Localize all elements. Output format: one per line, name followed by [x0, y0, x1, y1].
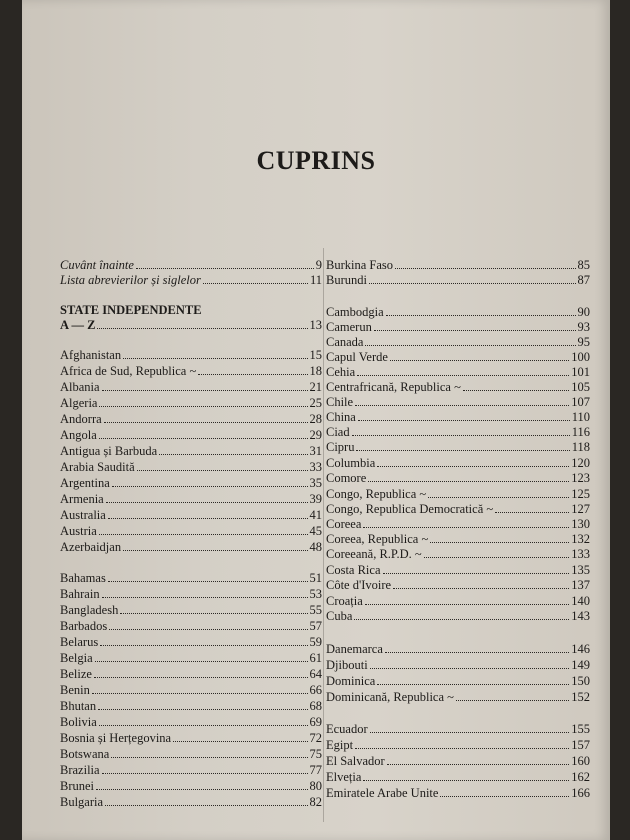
toc-entry: [60, 396, 322, 410]
toc-entry: [60, 524, 322, 538]
toc-entry-title: Australia: [60, 508, 106, 522]
dot-leader: [390, 351, 569, 361]
toc-entry: [326, 722, 590, 736]
toc-entry: [60, 731, 322, 745]
toc-entry: [60, 492, 322, 506]
dot-leader: [374, 321, 576, 331]
toc-entry-title: Coreea: [326, 517, 362, 531]
toc-page-number: 123: [571, 471, 590, 485]
toc-entry-title: Brunei: [60, 779, 95, 793]
toc-entry-title: Costa Rica: [326, 563, 381, 577]
toc-page-number: 162: [571, 770, 590, 784]
toc-entry: [60, 380, 322, 394]
page-title: CUPRINS: [256, 146, 376, 175]
dot-leader: [383, 564, 570, 574]
toc-entry-title: Camerun: [326, 320, 372, 334]
dot-leader: [463, 381, 569, 391]
dot-leader: [104, 413, 308, 423]
toc-entry-title: Bolivia: [60, 715, 97, 729]
toc-entry-title: Djibouti: [326, 658, 368, 672]
dot-leader: [198, 365, 307, 375]
toc-entry: [326, 425, 590, 439]
toc-page-number: 48: [309, 540, 322, 554]
toc-page-number: 21: [309, 380, 322, 394]
toc-entry: [60, 508, 322, 522]
toc-entry: [326, 658, 590, 672]
dot-leader: [105, 796, 307, 806]
toc-page-number: 13: [309, 318, 322, 332]
toc-entry: [326, 754, 590, 768]
toc-entry-title: Comore: [326, 471, 367, 485]
toc-entry: [60, 428, 322, 442]
toc-entry: [326, 440, 590, 454]
toc-page-number: 101: [571, 365, 590, 379]
dot-leader: [456, 691, 569, 701]
toc-page-number: 107: [571, 395, 590, 409]
dot-leader: [108, 572, 308, 582]
toc-page-number: 61: [309, 651, 322, 665]
toc-page-number: 87: [577, 273, 590, 287]
toc-entry: [60, 444, 322, 458]
toc-page-number: 132: [571, 532, 590, 546]
toc-entry: [60, 273, 322, 287]
dot-leader: [395, 259, 575, 269]
toc-entry: [326, 642, 590, 656]
toc-entry-title: Capul Verde: [326, 350, 388, 364]
toc-entry: [60, 683, 322, 697]
toc-page-number: 149: [571, 658, 590, 672]
toc-page-number: 146: [571, 642, 590, 656]
toc-entry: [326, 335, 590, 349]
toc-entry-title: Barbados: [60, 619, 108, 633]
dot-leader: [357, 366, 569, 376]
toc-entry: [60, 715, 322, 729]
dot-leader: [94, 668, 308, 678]
toc-entry: [60, 460, 322, 474]
dot-leader: [108, 509, 308, 519]
dot-leader: [98, 700, 307, 710]
dot-leader: [203, 274, 308, 284]
toc-entry: [60, 348, 322, 362]
toc-entry-title: Dominica: [326, 674, 376, 688]
dot-leader: [363, 518, 569, 528]
toc-entry-title: Austria: [60, 524, 97, 538]
toc-page-number: 118: [571, 440, 590, 454]
toc-entry-title: Centrafricană, Republica ~: [326, 380, 461, 394]
toc-entry-title: Cambodgia: [326, 305, 384, 319]
toc-entry-title: Dominicană, Republica ~: [326, 690, 454, 704]
toc-entry-title: Bhutan: [60, 699, 97, 713]
toc-entry-title: Coreea, Republica ~: [326, 532, 429, 546]
toc-entry-title: Belgia: [60, 651, 93, 665]
toc-entry-title: A — Z: [60, 318, 96, 332]
dot-leader: [370, 659, 570, 669]
dot-leader: [102, 764, 308, 774]
dot-leader: [430, 533, 569, 543]
dot-leader: [358, 411, 570, 421]
toc-page-number: 51: [309, 571, 322, 585]
toc-entry-title: Lista abrevierilor și siglelor: [60, 273, 201, 287]
toc-entry: [60, 763, 322, 777]
toc-page-number: 127: [571, 502, 590, 516]
toc-entry: [60, 795, 322, 809]
toc-entry: [326, 258, 590, 272]
toc-entry-title: Coreeană, R.P.D. ~: [326, 547, 422, 561]
toc-page-number: 155: [571, 722, 590, 736]
toc-page-number: 116: [571, 425, 590, 439]
toc-page-number: 28: [309, 412, 322, 426]
toc-entry: [326, 305, 590, 319]
toc-page-number: 45: [309, 524, 322, 538]
toc-page-number: 130: [571, 517, 590, 531]
toc-page-number: 95: [577, 335, 590, 349]
dot-leader: [370, 723, 570, 733]
toc-entry-title: Burkina Faso: [326, 258, 394, 272]
toc-entry: [326, 410, 590, 424]
toc-page-number: 35: [309, 476, 322, 490]
toc-entry-title: Antigua și Barbuda: [60, 444, 158, 458]
dot-leader: [354, 610, 569, 620]
toc-entry-title: Columbia: [326, 456, 376, 470]
toc-entry-title: Andorra: [60, 412, 102, 426]
dot-leader: [109, 620, 307, 630]
toc-entry-title: Afghanistan: [60, 348, 122, 362]
toc-page-number: 29: [309, 428, 322, 442]
dot-leader: [368, 472, 569, 482]
toc-page-number: 152: [571, 690, 590, 704]
dot-leader: [355, 396, 569, 406]
toc-entry-title: Cipru: [326, 440, 355, 454]
dot-leader: [377, 457, 569, 467]
dot-leader: [123, 541, 307, 551]
toc-page-number: 82: [309, 795, 322, 809]
toc-entry: [326, 350, 590, 364]
toc-entry-title: Ecuador: [326, 722, 368, 736]
toc-page-number: 93: [577, 320, 590, 334]
toc-entry-title: Botswana: [60, 747, 110, 761]
toc-page-number: 64: [309, 667, 322, 681]
toc-entry: [60, 619, 322, 633]
dot-leader: [137, 461, 308, 471]
toc-entry: [60, 779, 322, 793]
toc-entry: [60, 635, 322, 649]
dot-leader: [111, 748, 307, 758]
toc-entry-title: Danemarca: [326, 642, 383, 656]
dot-leader: [99, 429, 308, 439]
dot-leader: [120, 604, 307, 614]
toc-page-number: 66: [309, 683, 322, 697]
toc-entry: [60, 667, 322, 681]
toc-section-heading: STATE INDEPENDENTE: [60, 303, 202, 317]
toc-entry-title: Azerbaidjan: [60, 540, 122, 554]
toc-entry-title: Cuba: [326, 609, 353, 623]
toc-page-number: 68: [309, 699, 322, 713]
toc-entry-title: Bangladesh: [60, 603, 119, 617]
toc-entry: [60, 699, 322, 713]
dot-leader: [393, 579, 569, 589]
toc-entry-title: Egipt: [326, 738, 354, 752]
toc-entry: [326, 578, 590, 592]
dot-leader: [386, 306, 576, 316]
toc-page-number: 15: [309, 348, 322, 362]
dot-leader: [387, 755, 570, 765]
toc-page-number: 166: [571, 786, 590, 800]
toc-entry: [60, 258, 322, 272]
toc-page-number: 110: [571, 410, 590, 424]
toc-page-number: 80: [309, 779, 322, 793]
toc-entry-title: Arabia Saudită: [60, 460, 135, 474]
toc-page-number: 53: [309, 587, 322, 601]
toc-page-number: 75: [309, 747, 322, 761]
book-page: [22, 0, 610, 840]
toc-page-number: 18: [309, 364, 322, 378]
dot-leader: [352, 426, 570, 436]
toc-entry-title: Bulgaria: [60, 795, 104, 809]
toc-entry-title: Bahrain: [60, 587, 100, 601]
dot-leader: [99, 716, 308, 726]
dot-leader: [440, 787, 569, 797]
toc-entry: [60, 571, 322, 585]
toc-entry: [326, 609, 590, 623]
toc-entry: [60, 364, 322, 378]
toc-page-number: 11: [309, 273, 322, 287]
toc-entry-title: Africa de Sud, Republica ~: [60, 364, 197, 378]
toc-entry: [60, 603, 322, 617]
toc-entry-title: Belarus: [60, 635, 99, 649]
toc-page-number: 59: [309, 635, 322, 649]
toc-entry-title: Cuvânt înainte: [60, 258, 134, 272]
toc-entry-title: Angola: [60, 428, 97, 442]
toc-page-number: 9: [315, 258, 322, 272]
dot-leader: [97, 319, 307, 329]
toc-page-number: 137: [571, 578, 590, 592]
toc-entry: [326, 273, 590, 287]
toc-entry: [326, 674, 590, 688]
toc-entry: [326, 380, 590, 394]
toc-page-number: 140: [571, 594, 590, 608]
dot-leader: [159, 445, 307, 455]
toc-entry-title: Cehia: [326, 365, 356, 379]
toc-page-number: 120: [571, 456, 590, 470]
toc-page-number: 133: [571, 547, 590, 561]
toc-entry: [326, 594, 590, 608]
toc-page-number: 150: [571, 674, 590, 688]
toc-page-number: 57: [309, 619, 322, 633]
toc-page-number: 157: [571, 738, 590, 752]
dot-leader: [99, 397, 307, 407]
toc-page-number: 105: [571, 380, 590, 394]
toc-entry-title: Chile: [326, 395, 354, 409]
toc-page-number: 135: [571, 563, 590, 577]
toc-entry: [326, 563, 590, 577]
dot-leader: [92, 684, 308, 694]
toc-page-number: 85: [577, 258, 590, 272]
dot-leader: [377, 675, 569, 685]
dot-leader: [96, 780, 307, 790]
toc-entry-title: El Salvador: [326, 754, 385, 768]
toc-entry: [326, 365, 590, 379]
toc-entry: [326, 320, 590, 334]
toc-entry-title: Congo, Republica ~: [326, 487, 427, 501]
toc-page-number: 39: [309, 492, 322, 506]
toc-page-number: 143: [571, 609, 590, 623]
toc-page-number: 69: [309, 715, 322, 729]
dot-leader: [365, 595, 569, 605]
dot-leader: [112, 477, 308, 487]
toc-entry-title: Argentina: [60, 476, 110, 490]
toc-entry-title: Ciad: [326, 425, 350, 439]
toc-entry-title: Elveția: [326, 770, 362, 784]
toc-entry-title: Armenia: [60, 492, 104, 506]
toc-entry: [60, 476, 322, 490]
toc-entry: [60, 540, 322, 554]
toc-page-number: 72: [309, 731, 322, 745]
toc-page-number: 55: [309, 603, 322, 617]
toc-entry-title: Emiratele Arabe Unite: [326, 786, 439, 800]
toc-entry: [60, 587, 322, 601]
toc-entry-title: Croația: [326, 594, 363, 608]
toc-entry-title: China: [326, 410, 356, 424]
dot-leader: [95, 652, 308, 662]
dot-leader: [102, 381, 308, 391]
toc-entry: [326, 738, 590, 752]
toc-page-number: 125: [571, 487, 590, 501]
toc-entry: [326, 532, 590, 546]
toc-page-number: 31: [309, 444, 322, 458]
dot-leader: [99, 525, 308, 535]
toc-entry-title: Burundi: [326, 273, 367, 287]
toc-page-number: 41: [309, 508, 322, 522]
toc-entry-title: Benin: [60, 683, 90, 697]
toc-entry: [326, 456, 590, 470]
dot-leader: [495, 503, 569, 513]
toc-entry-title: Brazilia: [60, 763, 100, 777]
toc-entry-title: Congo, Republica Democratică ~: [326, 502, 494, 516]
dot-leader: [100, 636, 307, 646]
dot-leader: [363, 771, 569, 781]
toc-entry-title: Albania: [60, 380, 100, 394]
toc-entry: [326, 786, 590, 800]
toc-page-number: 160: [571, 754, 590, 768]
toc-entry: [326, 487, 590, 501]
toc-entry: [60, 412, 322, 426]
dot-leader: [102, 588, 308, 598]
toc-entry: [60, 747, 322, 761]
dot-leader: [369, 274, 576, 284]
dot-leader: [424, 548, 570, 558]
toc-entry-title: Côte d'Ivoire: [326, 578, 392, 592]
toc-entry: [326, 471, 590, 485]
toc-entry: [60, 651, 322, 665]
dot-leader: [106, 493, 308, 503]
toc-entry: [326, 502, 590, 516]
toc-entry: [326, 770, 590, 784]
toc-entry: [326, 690, 590, 704]
toc-page-number: 90: [577, 305, 590, 319]
toc-page-number: 33: [309, 460, 322, 474]
dot-leader: [428, 488, 569, 498]
dot-leader: [385, 643, 569, 653]
dot-leader: [356, 441, 569, 451]
toc-entry-title: Bosnia și Herțegovina: [60, 731, 172, 745]
toc-entry-title: Bahamas: [60, 571, 106, 585]
dot-leader: [365, 336, 575, 346]
toc-entry: [326, 547, 590, 561]
toc-page-number: 25: [309, 396, 322, 410]
toc-entry: [326, 395, 590, 409]
toc-entry-title: Algeria: [60, 396, 98, 410]
toc-entry-title: Belize: [60, 667, 92, 681]
toc-page-number: 100: [571, 350, 590, 364]
toc-entry-title: Canada: [326, 335, 364, 349]
dot-leader: [123, 349, 307, 359]
toc-page-number: 77: [309, 763, 322, 777]
dot-leader: [173, 732, 307, 742]
column-divider: [323, 248, 324, 822]
toc-entry: [326, 517, 590, 531]
dot-leader: [136, 259, 314, 269]
dot-leader: [355, 739, 569, 749]
toc-entry: [60, 318, 322, 332]
